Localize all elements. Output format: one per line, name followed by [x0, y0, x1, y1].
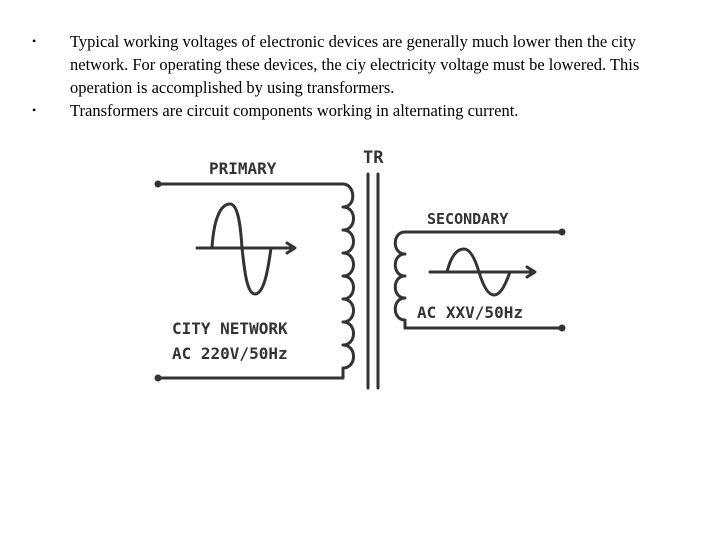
secondary-top-terminal	[559, 229, 566, 236]
secondary-voltage-label: AC XXV/50Hz	[417, 303, 523, 322]
primary-label: PRIMARY	[209, 159, 277, 178]
transformer-label: TR	[363, 148, 384, 168]
secondary-coil	[395, 232, 405, 328]
bullet-marker: •	[32, 103, 37, 117]
bullet-text: Transformers are circuit components working in alternating current.	[70, 101, 519, 120]
city-network-label: CITY NETWORK	[172, 319, 288, 338]
bullet-marker: •	[32, 34, 37, 48]
bullet-text: Typical working voltages of electronic devices are generally much lower then the city network. For operating these devices, the ciy electricity voltage must be lowered. This operation is accomplished by using transformers.	[70, 32, 640, 97]
secondary-label: SECONDARY	[427, 210, 509, 228]
secondary-bottom-terminal	[559, 325, 566, 332]
primary-coil	[343, 184, 354, 378]
primary-voltage-label: AC 220V/50Hz	[172, 344, 288, 363]
primary-top-terminal	[155, 181, 162, 188]
primary-bottom-terminal	[155, 375, 162, 382]
